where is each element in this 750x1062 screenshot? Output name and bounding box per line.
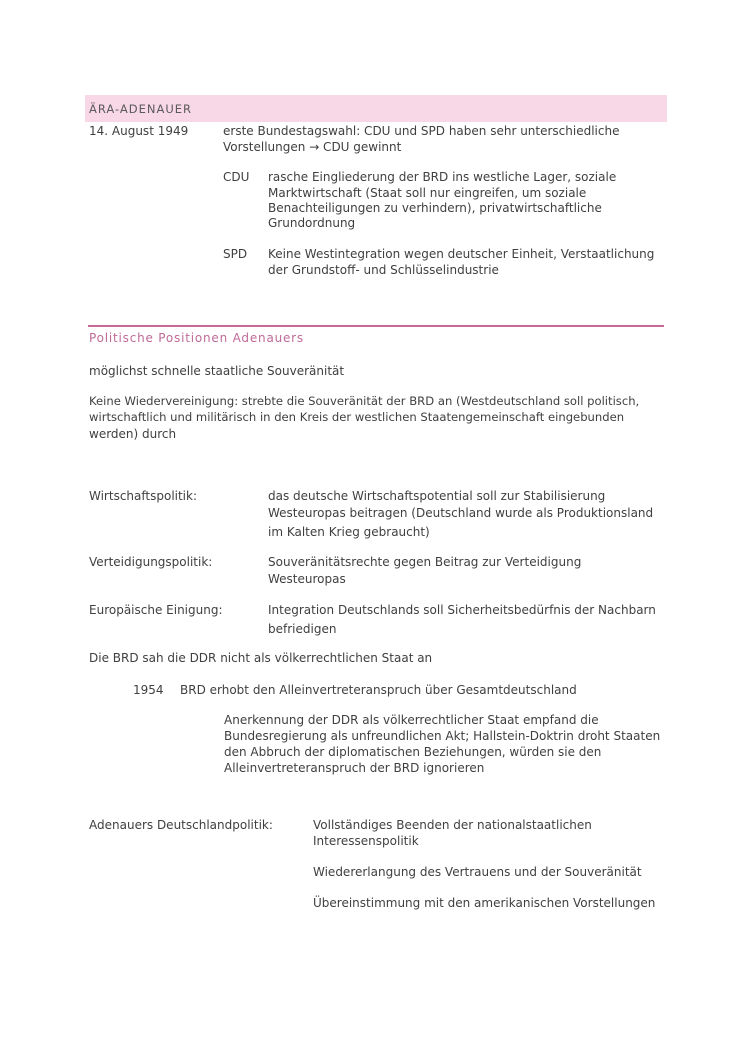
policy-defense-line-1: Souveränitätsrechte gegen Beitrag zur Verteidigung	[268, 555, 582, 569]
entry-date: 14. August 1949	[89, 124, 189, 138]
policy-europe-line-1: Integration Deutschlands soll Sicherheitsbedürfnis der Nachbarn	[268, 603, 656, 617]
policy-defense-line-2: Westeuropas	[268, 572, 346, 586]
banner-title: ÄRA-ADENAUER	[89, 102, 193, 116]
cdu-line-2: Marktwirtschaft (Staat soll nur eingreifen, um soziale	[268, 186, 587, 200]
policy-economy-line-2: Westeuropas beitragen (Deutschland wurde als Produktionsland	[268, 506, 654, 520]
spd-line-1: Keine Westintegration wegen deutscher Einheit, Verstaatlichung	[268, 247, 655, 261]
section-divider	[88, 325, 664, 327]
policy-label-defense: Verteidigungspolitik:	[89, 555, 213, 569]
cdu-label: CDU	[223, 170, 250, 184]
policy-label-europe: Europäische Einigung:	[89, 603, 223, 617]
cdu-line-3: Benachteiligungen zu verhindern), privatwirtschaftliche	[268, 201, 602, 215]
recognition-line-2: Bundesregierung als unfreundlichen Akt; Hallstein-Doktrin droht Staaten	[224, 729, 661, 743]
year-1954: 1954	[133, 683, 164, 697]
recognition-line-1: Anerkennung der DDR als völkerrechtlicher Staat empfand die	[224, 713, 599, 727]
section-title: Politische Positionen Adenauers	[89, 331, 304, 345]
cdu-line-4: Grundordnung	[268, 216, 356, 230]
entry-line-2: Vorstellungen → CDU gewinnt	[223, 140, 402, 154]
deutschlandpolitik-item-1-line-2: Interessenspolitik	[313, 834, 419, 848]
year-1954-text: BRD erhobt den Alleinvertreteranspruch über Gesamtdeutschland	[180, 683, 577, 697]
deutschlandpolitik-item-3: Übereinstimmung mit den amerikanischen Vorstellungen	[313, 896, 656, 910]
spd-label: SPD	[223, 247, 248, 261]
deutschlandpolitik-item-2: Wiedererlangung des Vertrauens und der Souveränität	[313, 865, 642, 879]
paragraph-reunification-line-2: wirtschaftlich und militärisch in den Kreis der westlichen Staatengemeinschaft eingebunden	[89, 410, 625, 424]
ddr-statement: Die BRD sah die DDR nicht als völkerrechtlichen Staat an	[89, 651, 433, 665]
entry-line-1: erste Bundestagswahl: CDU und SPD haben sehr unterschiedliche	[223, 124, 620, 138]
recognition-line-4: Alleinvertreteranspruch der BRD ignorieren	[224, 761, 485, 775]
policy-economy-line-1: das deutsche Wirtschaftspotential soll zur Stabilisierung	[268, 489, 606, 503]
cdu-line-1: rasche Eingliederung der BRD ins westliche Lager, soziale	[268, 170, 617, 184]
paragraph-sovereignty: möglichst schnelle staatliche Souveränität	[89, 364, 345, 378]
spd-line-2: der Grundstoff- und Schlüsselindustrie	[268, 263, 499, 277]
recognition-line-3: den Abbruch der diplomatischen Beziehungen, würden sie den	[224, 745, 602, 759]
paragraph-reunification-line-3: werden) durch	[89, 427, 177, 441]
deutschlandpolitik-label: Adenauers Deutschlandpolitik:	[89, 818, 273, 832]
policy-europe-line-2: befriedigen	[268, 622, 337, 636]
policy-label-economy: Wirtschaftspolitik:	[89, 489, 198, 503]
paragraph-reunification-line-1: Keine Wiedervereinigung: strebte die Souveränität der BRD an (Westdeutschland soll politisch,	[89, 394, 640, 408]
deutschlandpolitik-item-1-line-1: Vollständiges Beenden der nationalstaatlichen	[313, 818, 592, 832]
policy-economy-line-3: im Kalten Krieg gebraucht)	[268, 525, 430, 539]
